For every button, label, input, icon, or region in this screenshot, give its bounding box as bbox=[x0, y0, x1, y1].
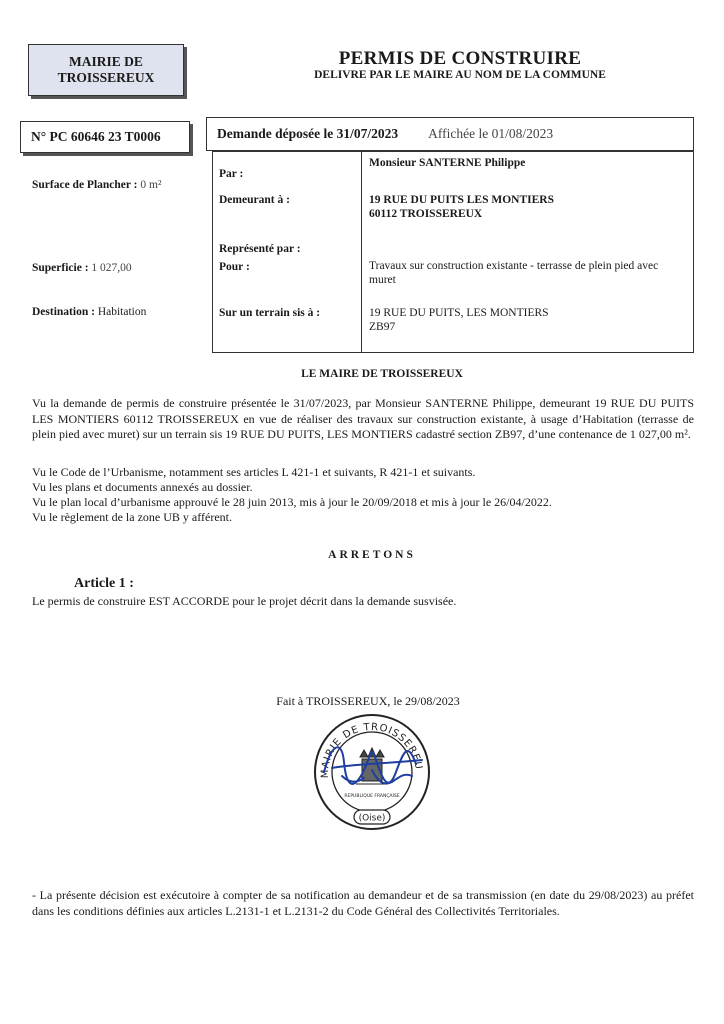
vu-demande-paragraph: Vu la demande de permis de construire présentée le 31/07/2023, par Monsieur SANTERNE Philippe, demeurant 19 RUE DU PUITS LES MONTIERS 60112 TROISSEREUX en vue de réaliser des travaux sur construction existante, à usage d’Habitation (terrasse de plein pied avec muret) sur un terrain sis 19 RUE DU PUITS, LES MONTIERS cadastré section ZB97, d’une contenance de 1 027,00 m². bbox=[32, 396, 694, 441]
superficie-row bbox=[32, 262, 132, 274]
mairie-seal bbox=[312, 712, 432, 832]
demeurant-line2: 60112 TROISSEREUX bbox=[369, 208, 483, 220]
article-text: Le permis de construire EST ACCORDE pour le projet décrit dans la demande susvisée. bbox=[32, 594, 457, 608]
destination-label: Destination : bbox=[32, 306, 95, 318]
footer-notice: - La présente décision est exécutoire à compter de sa notification au demandeur et de sa transmission (en date du 29/08/2023) au préfet dans les conditions définies aux articles L.2131-1 et L.2131-2 du Code Général des Collectivités Territoriales. bbox=[32, 888, 694, 918]
destination-value: Habitation bbox=[97, 306, 147, 318]
arretons-heading: ARRETONS bbox=[328, 549, 416, 561]
svg-text:(Oise): (Oise) bbox=[358, 813, 386, 824]
destination-row bbox=[32, 306, 146, 318]
demeurant-line1: 19 RUE DU PUITS LES MONTIERS bbox=[369, 194, 554, 206]
demande-date: Demande déposée le 31/07/2023 bbox=[217, 126, 399, 141]
affichee-date: Affichée le 01/08/2023 bbox=[428, 126, 554, 141]
svg-text:REPUBLIQUE FRANÇAISE: REPUBLIQUE FRANÇAISE bbox=[344, 794, 400, 799]
surface-row bbox=[32, 179, 161, 191]
surface-value: 0 m² bbox=[140, 179, 162, 191]
terrain-line1: 19 RUE DU PUITS, LES MONTIERS bbox=[369, 307, 549, 319]
applicant-table bbox=[212, 151, 694, 353]
superficie-label: Superficie : bbox=[32, 262, 89, 274]
fait-line: Fait à TROISSEREUX, le 29/08/2023 bbox=[276, 694, 460, 708]
pour-label: Pour : bbox=[219, 261, 250, 273]
demande-box bbox=[206, 117, 694, 151]
vu-plu-line: Vu le plan local d’urbanisme approuvé le 28 juin 2013, mis à jour le 20/09/2018 et mis à jour le 26/04/2022. bbox=[32, 495, 552, 509]
terrain-label: Sur un terrain sis à : bbox=[219, 307, 321, 319]
maire-title: LE MAIRE DE TROISSEREUX bbox=[301, 368, 463, 380]
superficie-value: 1 027,00 bbox=[91, 262, 132, 274]
pour-line2: muret bbox=[369, 274, 396, 286]
surface-label: Surface de Plancher : bbox=[32, 179, 138, 191]
permit-number: N° PC 60646 23 T0006 bbox=[31, 129, 161, 144]
vu-plans-line: Vu les plans et documents annexés au dossier. bbox=[32, 480, 253, 494]
article-title: Article 1 : bbox=[74, 576, 134, 591]
terrain-line2: ZB97 bbox=[369, 321, 396, 333]
par-label: Par : bbox=[219, 168, 244, 180]
vu-reglement-line: Vu le règlement de la zone UB y afférent. bbox=[32, 510, 232, 524]
svg-text:MAIRIE DE TROISSEREUX: MAIRIE DE TROISSEREU bbox=[319, 721, 424, 779]
mairie-box bbox=[28, 44, 184, 96]
document-title: PERMIS DE CONSTRUIRE bbox=[338, 48, 582, 69]
vu-code-line: Vu le Code de l’Urbanisme, notamment ses articles L 421-1 et suivants, R 421-1 et suivants. bbox=[32, 465, 476, 479]
mairie-line1: MAIRIE DE bbox=[69, 54, 143, 69]
par-value: Monsieur SANTERNE Philippe bbox=[369, 157, 526, 169]
pour-line1: Travaux sur construction existante - terrasse de plein pied avec bbox=[369, 260, 659, 272]
seal-stamp-icon bbox=[312, 712, 432, 832]
table-divider bbox=[361, 152, 362, 352]
represente-label: Représenté par : bbox=[219, 243, 301, 255]
mairie-line2: TROISSEREUX bbox=[57, 70, 155, 85]
permit-number-box bbox=[20, 121, 190, 153]
demeurant-label: Demeurant à : bbox=[219, 194, 290, 206]
document-subtitle: DELIVRE PAR LE MAIRE AU NOM DE LA COMMUNE bbox=[314, 69, 606, 81]
